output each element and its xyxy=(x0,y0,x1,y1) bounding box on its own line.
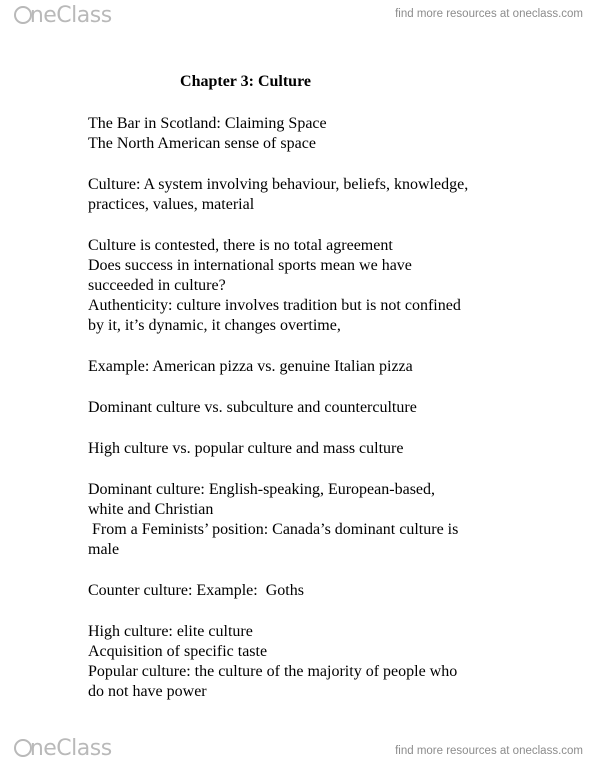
footer-resources-link[interactable]: find more resources at oneclass.com xyxy=(395,745,583,757)
text-line: practices, values, material xyxy=(88,196,255,213)
paragraph xyxy=(88,622,568,702)
paragraph xyxy=(88,480,568,560)
paragraph xyxy=(88,398,568,418)
footer-logo-text: neClass xyxy=(29,736,112,761)
text-line: Acquisition of specific taste xyxy=(88,643,268,660)
paragraph xyxy=(88,114,568,154)
footer-oneclass-logo[interactable] xyxy=(14,738,112,760)
paragraph-list xyxy=(88,114,568,702)
text-line: by it, it’s dynamic, it changes overtime, xyxy=(88,317,341,334)
text-line: High culture vs. popular culture and mass culture xyxy=(88,440,404,457)
logo-text: neClass xyxy=(29,3,112,28)
paragraph xyxy=(88,236,568,336)
text-line: Culture is contested, there is no total agreement xyxy=(88,237,393,254)
text-line: Culture: A system involving behaviour, beliefs, knowledge, xyxy=(88,176,469,193)
text-line: succeeded in culture? xyxy=(88,277,226,294)
text-line: white and Christian xyxy=(88,501,214,518)
text-line: The North American sense of space xyxy=(88,135,316,152)
text-line: Dominant culture vs. subculture and counterculture xyxy=(88,399,417,416)
text-line: do not have power xyxy=(88,683,207,700)
paragraph xyxy=(88,439,568,459)
paragraph xyxy=(88,175,568,215)
oneclass-logo[interactable] xyxy=(14,5,112,27)
text-line: From a Feminists’ position: Canada’s dominant culture is xyxy=(88,521,459,538)
header-resources-link[interactable]: find more resources at oneclass.com xyxy=(395,8,583,20)
paragraph xyxy=(88,581,568,601)
paragraph xyxy=(88,357,568,377)
text-line: The Bar in Scotland: Claiming Space xyxy=(88,115,327,132)
text-line: Example: American pizza vs. genuine Italian pizza xyxy=(88,358,413,375)
text-line: Popular culture: the culture of the majority of people who xyxy=(88,663,458,680)
text-line: Authenticity: culture involves tradition but is not confined xyxy=(88,297,461,314)
text-line: Dominant culture: English-speaking, European-based, xyxy=(88,481,436,498)
document-body xyxy=(88,72,568,723)
text-line: Counter culture: Example: Goths xyxy=(88,582,304,599)
text-line: High culture: elite culture xyxy=(88,623,253,640)
text-line: male xyxy=(88,541,120,558)
text-line: Does success in international sports mean we have xyxy=(88,257,412,274)
chapter-title: Chapter 3: Culture xyxy=(180,73,311,90)
